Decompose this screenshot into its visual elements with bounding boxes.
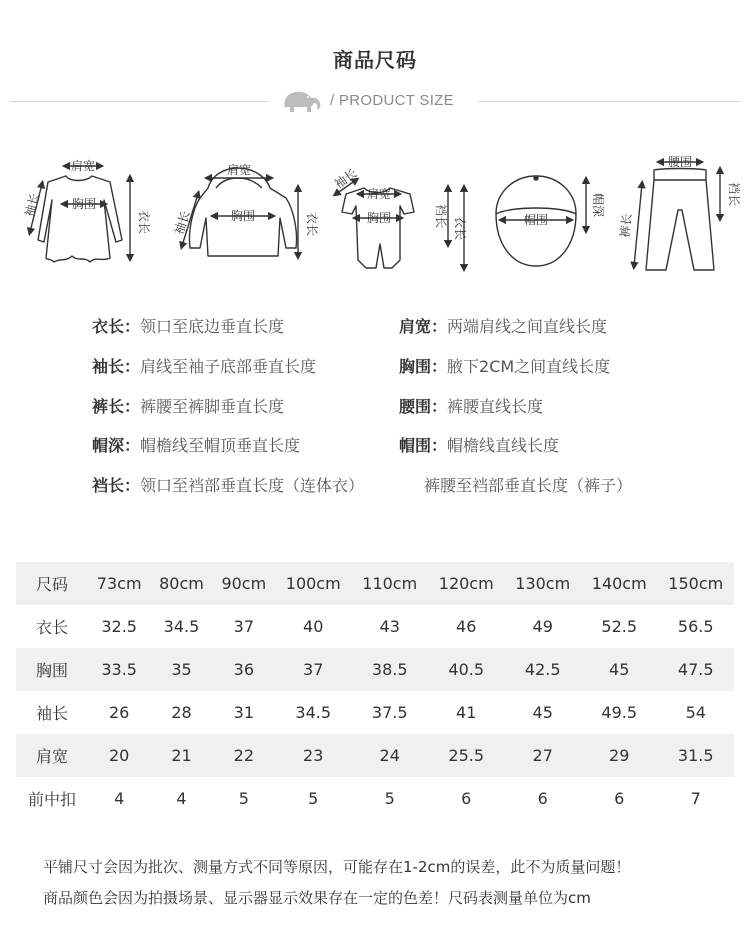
table-cell: 49.5 xyxy=(601,703,638,722)
table-cell: 5 xyxy=(308,789,319,808)
definition-item: 胸围：腋下2CM之间直线长度 xyxy=(399,357,611,376)
dress-sleeve-label: 袖长 xyxy=(22,191,43,219)
note-line: 平铺尺寸会因为批次、测量方式不同等原因，可能存在1-2cm的误差，此不为质量问题！ xyxy=(43,858,631,876)
romper-length-label: 衣长 xyxy=(453,215,467,241)
table-row xyxy=(16,734,734,777)
table-cell: 38.5 xyxy=(351,648,428,691)
table-cell: 31 xyxy=(233,703,254,722)
pants-crotch-label: 裆长 xyxy=(727,181,741,207)
table-cell: 35 xyxy=(150,648,212,691)
subtitle: / PRODUCT SIZE xyxy=(330,92,454,109)
definition-item: 肩宽：两端肩线之间直线长度 xyxy=(399,317,608,336)
table-header-cell: 130cm xyxy=(504,562,581,605)
definition-item: 衣长：领口至底边垂直长度 xyxy=(92,317,285,336)
diagrams-svg xyxy=(0,148,750,278)
table-cell: 45 xyxy=(581,648,658,691)
table-cell: 54 xyxy=(685,703,706,722)
table-cell: 24 xyxy=(351,734,428,777)
size-table xyxy=(16,562,734,820)
table-cell: 47.5 xyxy=(657,648,734,691)
table-header-row xyxy=(16,562,734,605)
table-cell: 26 xyxy=(108,703,130,722)
table-cell: 32.5 xyxy=(101,617,137,636)
table-cell: 6 xyxy=(614,789,625,808)
table-cell: 37 xyxy=(233,617,254,636)
table-cell: 36 xyxy=(213,648,275,691)
dress-chest-label: 胸围 xyxy=(71,197,97,211)
table-cell: 7 xyxy=(690,789,701,808)
hat-depth-label: 帽深 xyxy=(591,192,605,218)
romper-sleeve-label: 袖长 xyxy=(331,166,360,192)
table-header-cell: 110cm xyxy=(351,562,428,605)
table-header-cell: 90cm xyxy=(213,562,275,605)
divider-left xyxy=(10,101,268,102)
table-cell: 34.5 xyxy=(163,617,200,636)
definition-item: 袖长：肩线至袖子底部垂直长度 xyxy=(92,357,317,376)
table-cell: 23 xyxy=(275,734,352,777)
table-cell: 27 xyxy=(504,734,581,777)
table-cell: 40.5 xyxy=(428,648,505,691)
table-row xyxy=(16,648,734,691)
row-label: 胸围 xyxy=(16,648,88,691)
definition-item: 帽深：帽檐线至帽顶垂直长度 xyxy=(92,436,301,455)
sweater-shoulder-label: 肩宽 xyxy=(226,163,252,177)
dress-length-label: 衣长 xyxy=(137,209,151,235)
table-cell: 29 xyxy=(581,734,658,777)
sweater-sleeve-label: 袖长 xyxy=(171,209,193,237)
table-header-cell: 73cm xyxy=(88,562,150,605)
sweater-length-label: 衣长 xyxy=(305,211,319,237)
table-cell: 43 xyxy=(379,617,400,636)
table-cell: 33.5 xyxy=(88,648,150,691)
note-line: 商品颜色会因为拍摄场景、显示器显示效果存在一定的色差！尺码表测量单位为cm xyxy=(43,889,591,907)
pants-waist-label: 腰围 xyxy=(667,155,693,169)
measurement-diagrams xyxy=(0,148,750,278)
table-cell: 20 xyxy=(88,734,150,777)
table-cell: 49 xyxy=(532,617,553,636)
row-label: 前中扣 xyxy=(27,790,76,809)
table-cell: 4 xyxy=(114,789,125,808)
table-cell: 41 xyxy=(456,703,477,722)
romper-chest-label: 胸围 xyxy=(366,211,392,225)
disclaimer-notes xyxy=(43,852,630,914)
table-cell: 46 xyxy=(456,617,477,636)
table-header-cell: 100cm xyxy=(275,562,352,605)
row-label: 肩宽 xyxy=(16,734,88,777)
sweater-chest-label: 胸围 xyxy=(230,209,256,223)
table-row xyxy=(16,605,734,648)
hat-circumference-label: 帽围 xyxy=(523,213,549,227)
romper-crotch-label: 裆长 xyxy=(434,203,448,229)
table-cell: 6 xyxy=(461,789,472,808)
definition-item: 腰围：裤腰直线长度 xyxy=(399,397,544,416)
row-label: 衣长 xyxy=(35,618,68,637)
pants-length-label: 裤长 xyxy=(617,212,635,239)
table-header-cell: 140cm xyxy=(581,562,658,605)
table-header-cell: 120cm xyxy=(428,562,505,605)
divider-right xyxy=(478,101,740,102)
definition-item: 裤腰至裆部垂直长度（裤子） xyxy=(424,476,633,495)
definition-item: 帽围：帽檐线直线长度 xyxy=(399,436,560,455)
page-title: 商品尺码 xyxy=(333,48,417,72)
romper-shoulder-label: 肩宽 xyxy=(366,187,392,201)
elephant-icon xyxy=(279,88,325,114)
table-cell: 56.5 xyxy=(677,617,714,636)
table-cell: 34.5 xyxy=(295,703,332,722)
table-cell: 37 xyxy=(275,648,352,691)
table-header-cell: 尺码 xyxy=(16,562,88,605)
definition-item: 裆长：领口至裆部垂直长度（连体衣） xyxy=(92,476,365,495)
pants-diagram xyxy=(634,162,720,270)
table-cell: 22 xyxy=(213,734,275,777)
definition-item: 裤长：裤腰至裤脚垂直长度 xyxy=(92,397,285,416)
table-cell: 42.5 xyxy=(504,648,581,691)
subtitle-row xyxy=(0,88,750,114)
dress-shoulder-label: 肩宽 xyxy=(70,159,96,173)
table-cell: 37.5 xyxy=(371,703,408,722)
table-cell: 6 xyxy=(537,789,548,808)
table-cell: 40 xyxy=(303,617,324,636)
table-cell: 5 xyxy=(384,789,395,808)
table-row xyxy=(16,691,734,734)
table-cell: 31.5 xyxy=(657,734,734,777)
table-header-cell: 80cm xyxy=(150,562,212,605)
table-cell: 52.5 xyxy=(601,617,638,636)
dress-diagram xyxy=(30,166,130,262)
table-cell: 5 xyxy=(238,789,249,808)
table-cell: 21 xyxy=(150,734,212,777)
table-cell: 25.5 xyxy=(428,734,505,777)
table-row xyxy=(16,777,734,820)
table-cell: 4 xyxy=(176,789,187,808)
table-header-cell: 150cm xyxy=(657,562,734,605)
table-cell: 28 xyxy=(171,703,192,722)
row-label: 袖长 xyxy=(35,704,68,723)
table-cell: 45 xyxy=(532,703,553,722)
